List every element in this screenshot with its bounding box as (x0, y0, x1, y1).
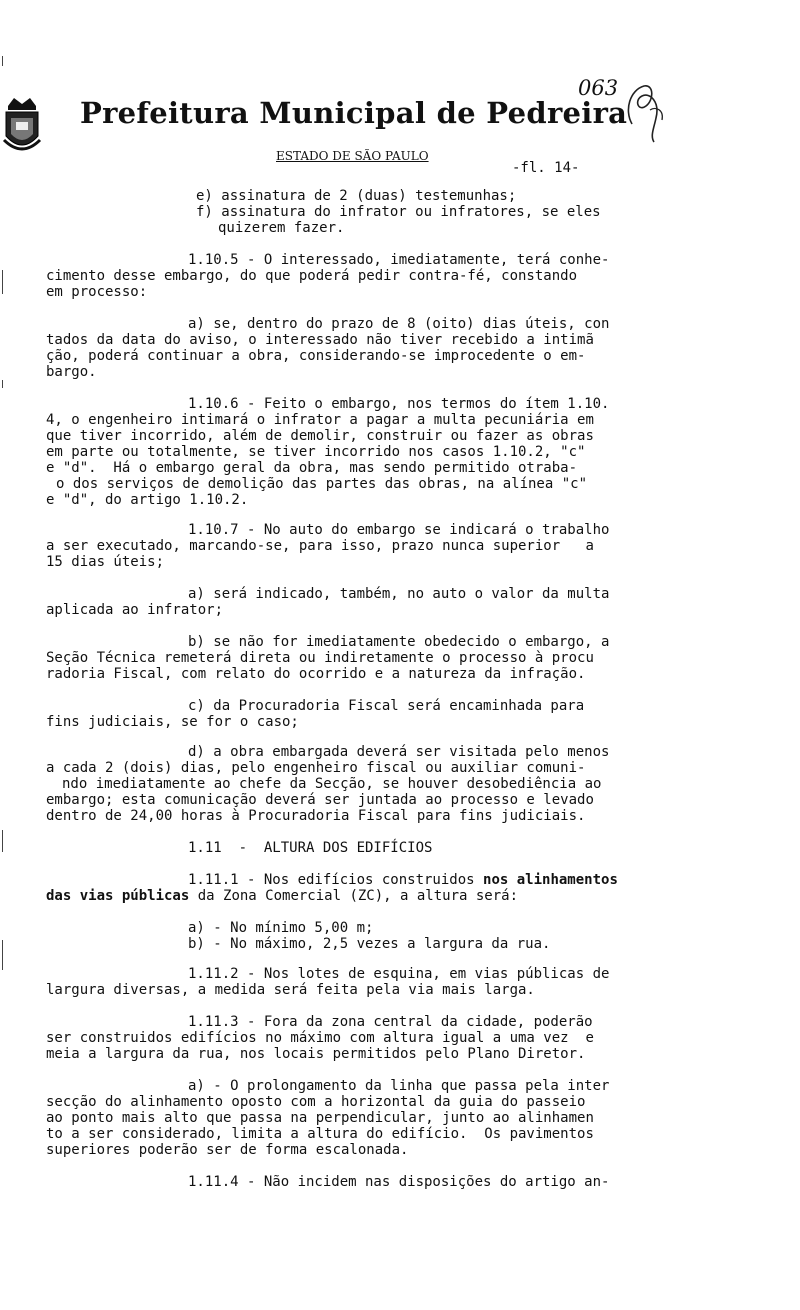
bold-emphasis: das vias públicas (46, 888, 190, 904)
text-line: Seção Técnica remeterá direta ou indiretamente o processo à procu (46, 650, 594, 666)
text-line: aplicada ao infrator; (46, 602, 224, 618)
text-line: e "d". Há o embargo geral da obra, mas sendo permitido otraba- (46, 460, 578, 476)
text-line: b) - No máximo, 2,5 vezes a largura da rua. (188, 936, 551, 952)
text-line: superiores poderão ser de forma escalonada. (46, 1142, 409, 1158)
text-line: 1.10.6 - Feito o embargo, nos termos do ítem 1.10. (188, 396, 610, 412)
text-line: a) - O prolongamento da linha que passa pela inter (188, 1078, 610, 1094)
text-line: cimento desse embargo, do que poderá pedir contra-fé, constando (46, 268, 578, 284)
text-line: dentro de 24,00 horas à Procuradoria Fiscal para fins judiciais. (46, 808, 586, 824)
text-line: a) se, dentro do prazo de 8 (oito) dias úteis, con (188, 316, 610, 332)
scan-margin-mark (2, 940, 3, 970)
text-line: e "d", do artigo 1.10.2. (46, 492, 249, 508)
text-line: que tiver incorrido, além de demolir, construir ou fazer as obras (46, 428, 594, 444)
page-title: Prefeitura Municipal de Pedreira (80, 96, 628, 130)
text-line: em parte ou totalmente, se tiver incorrido nos casos 1.10.2, "c" (46, 444, 586, 460)
text-line: das vias públicas da Zona Comercial (ZC), a altura será: (46, 888, 519, 904)
text-line: 1.11.4 - Não incidem nas disposições do artigo an- (188, 1174, 610, 1190)
text-line: meia a largura da rua, nos locais permitidos pelo Plano Diretor. (46, 1046, 586, 1062)
text-line: embargo; esta comunicação deverá ser juntada ao processo e levado (46, 792, 594, 808)
text-line: 4, o engenheiro intimará o infrator a pagar a multa pecuniária em (46, 412, 594, 428)
text-line: a) será indicado, também, no auto o valor da multa (188, 586, 610, 602)
text-line: secção do alinhamento oposto com a horizontal da guia do passeio (46, 1094, 586, 1110)
coat-of-arms-logo (2, 96, 42, 158)
text-line: to a ser considerado, limita a altura do edifício. Os pavimentos (46, 1126, 594, 1142)
bold-emphasis: nos alinhamentos (483, 872, 618, 888)
folio-number: -fl. 14- (512, 160, 580, 176)
text-line: fins judiciais, se for o caso; (46, 714, 299, 730)
text-line: ao ponto mais alto que passa na perpendicular, junto ao alinhamen (46, 1110, 594, 1126)
text-line: 1.11.2 - Nos lotes de esquina, em vias públicas de (188, 966, 610, 982)
scan-margin-mark (2, 380, 3, 388)
text-line: 1.11.3 - Fora da zona central da cidade, poderão (188, 1014, 593, 1030)
text-line: a) - No mínimo 5,00 m; (188, 920, 374, 936)
text-line: 1.10.5 - O interessado, imediatamente, terá conhe- (188, 252, 610, 268)
text-line: em processo: (46, 284, 148, 300)
text-line: 1.10.7 - No auto do embargo se indicará o trabalho (188, 522, 610, 538)
text-line: b) se não for imediatamente obedecido o embargo, a (188, 634, 610, 650)
text-line: quizerem fazer. (218, 220, 345, 236)
text-line: ser construidos edifícios no máximo com altura igual a uma vez e (46, 1030, 594, 1046)
page-stamp-number: 063 (578, 76, 619, 100)
section-heading: 1.11 - ALTURA DOS EDIFÍCIOS (188, 840, 433, 856)
text-line: d) a obra embargada deverá ser visitada pelo menos (188, 744, 610, 760)
text-line: ção, poderá continuar a obra, considerando-se improcedente o em- (46, 348, 586, 364)
text-line: a cada 2 (dois) dias, pelo engenheiro fiscal ou auxiliar comuni- (46, 760, 586, 776)
handwritten-initials (620, 80, 670, 146)
text-line: 15 dias úteis; (46, 554, 165, 570)
text-line: largura diversas, a medida será feita pela via mais larga. (46, 982, 535, 998)
text-line: c) da Procuradoria Fiscal será encaminhada para (188, 698, 585, 714)
scan-margin-mark (2, 56, 3, 66)
text-line: ndo imediatamente ao chefe da Secção, se houver desobediência ao (62, 776, 602, 792)
text-line: radoria Fiscal, com relato do ocorrido e a natureza da infração. (46, 666, 586, 682)
text-line: o dos serviços de demolição das partes das obras, na alínea "c" (56, 476, 588, 492)
state-subtitle: ESTADO DE SÃO PAULO (276, 149, 429, 163)
text-line: f) assinatura do infrator ou infratores, se eles (196, 204, 601, 220)
text-line: 1.11.1 - Nos edifícios construidos nos alinhamentos (188, 872, 618, 888)
text-line: e) assinatura de 2 (duas) testemunhas; (196, 188, 517, 204)
text-line: tados da data do aviso, o interessado não tiver recebido a intimã (46, 332, 594, 348)
scan-margin-mark (2, 830, 3, 852)
text-line: a ser executado, marcando-se, para isso, prazo nunca superior a (46, 538, 594, 554)
text-line: bargo. (46, 364, 97, 380)
scan-margin-mark (2, 270, 3, 294)
